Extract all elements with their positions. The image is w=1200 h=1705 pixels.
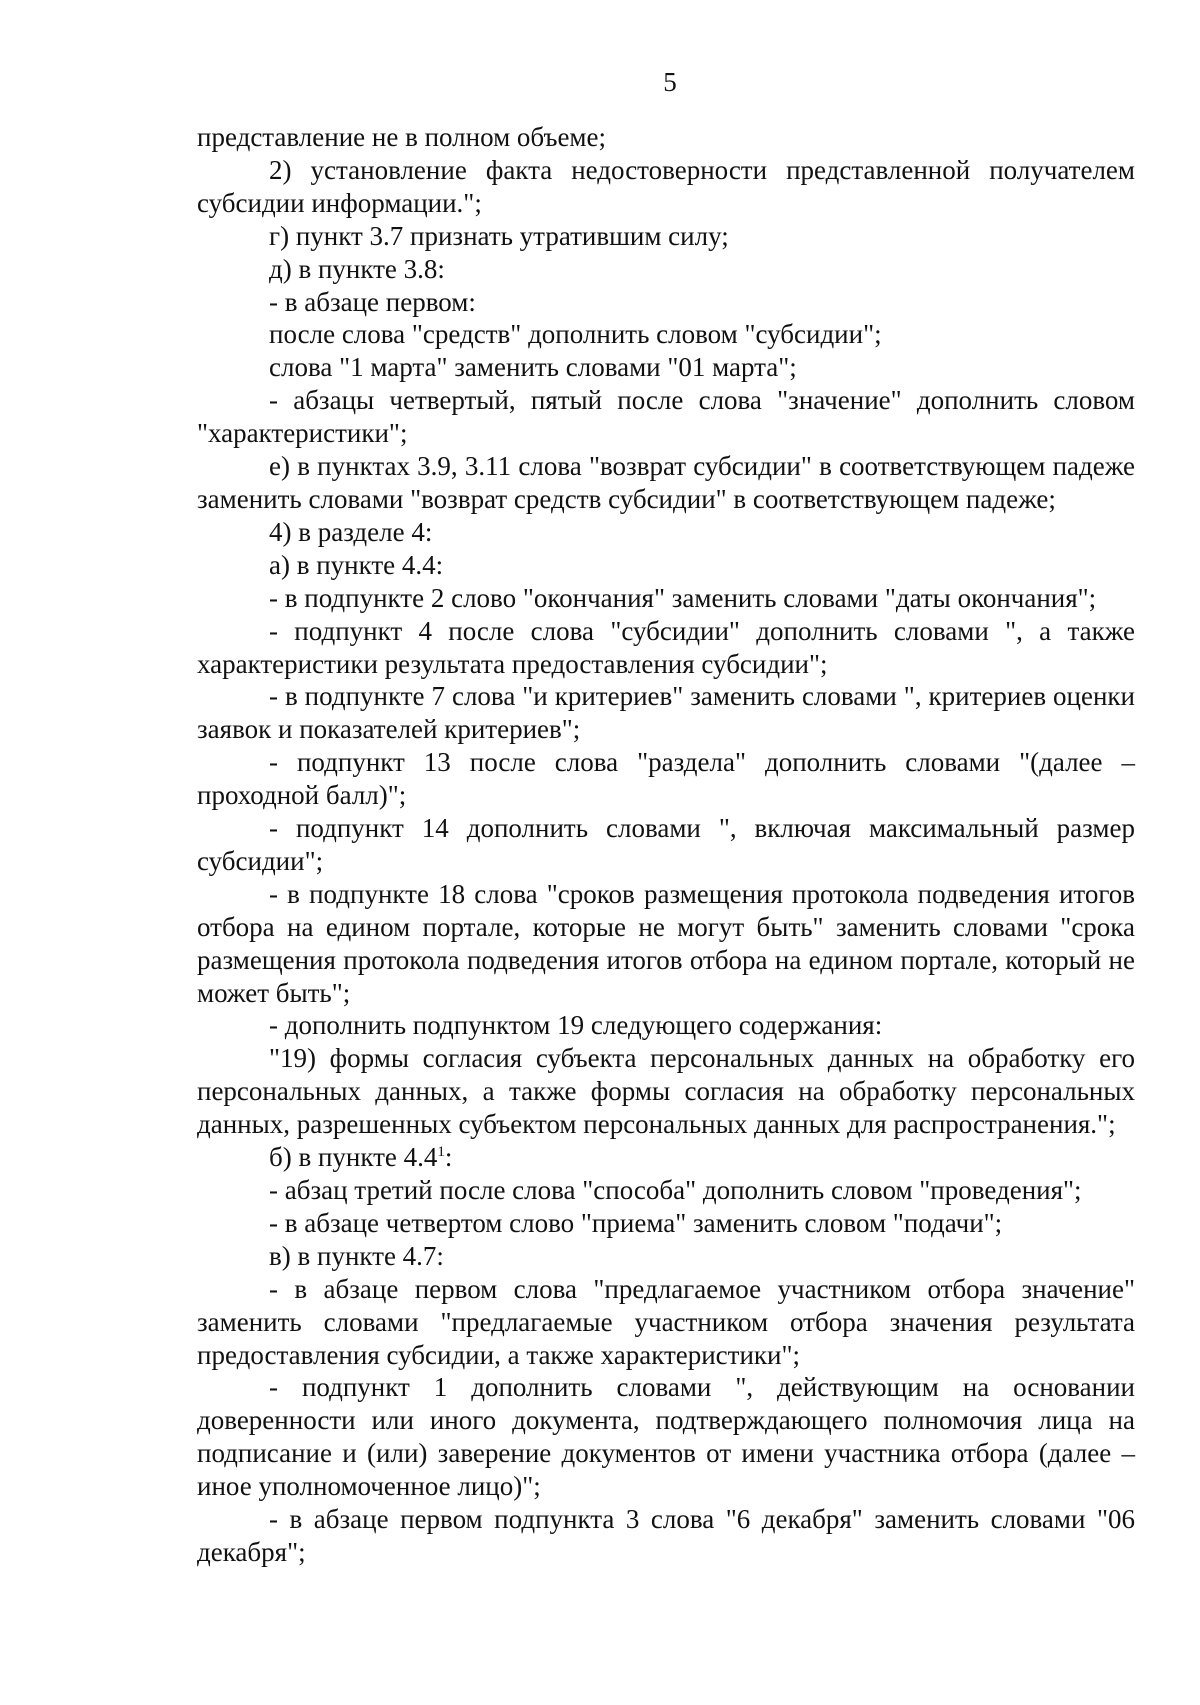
paragraph-7: слова "1 марта" заменить словами "01 марта"; bbox=[269, 352, 797, 383]
paragraph-19: "19) формы согласия субъекта персональных данных на обработку его персональных данных, а также формы согласия на обработку персональных данных, разрешенных субъектом персональных данных для распространения."; bbox=[197, 1043, 1135, 1140]
paragraph-2: 2) установление факта недостоверности представленной получателем субсидии информации."; bbox=[197, 154, 1135, 218]
page-number: 5 bbox=[663, 67, 677, 97]
paragraph-20-text: б) в пункте 4.4 bbox=[269, 1142, 438, 1173]
paragraph-20 bbox=[197, 1141, 1135, 1174]
paragraph-18: - дополнить подпунктом 19 следующего содержания: bbox=[269, 1010, 883, 1041]
paragraph-1: представление не в полном объеме; bbox=[197, 122, 606, 152]
paragraph-3: г) пункт 3.7 признать утратившим силу; bbox=[269, 220, 729, 251]
paragraph-22: - в абзаце четвертом слово "приема" заменить словом "подачи"; bbox=[269, 1207, 1003, 1238]
paragraph-23: в) в пункте 4.7: bbox=[269, 1240, 444, 1271]
paragraph-8: - абзацы четвертый, пятый после слова "значение" дополнить словом "характеристики"; bbox=[197, 385, 1135, 449]
paragraph-12: - в подпункте 2 слово "окончания" заменить словами "даты окончания"; bbox=[269, 582, 1097, 613]
paragraph-10: 4) в разделе 4: bbox=[269, 516, 433, 547]
paragraph-24: - в абзаце первом слова "предлагаемое участником отбора значение" заменить словами "предлагаемые участником отбора значения результата предоставления субсидии, а также характеристики"; bbox=[197, 1273, 1135, 1370]
paragraph-13: - подпункт 4 после слова "субсидии" дополнить словами ", а также характеристики результата предоставления субсидии"; bbox=[197, 615, 1135, 679]
document-body bbox=[197, 121, 1135, 1569]
paragraph-21: - абзац третий после слова "способа" дополнить словом "проведения"; bbox=[269, 1175, 1082, 1205]
paragraph-25: - подпункт 1 дополнить словами ", действующим на основании доверенности или иного документа, подтверждающего полномочия лица на подписание и (или) заверение документов от имени участника отбора (далее – иное уполномоченное лицо)"; bbox=[197, 1372, 1135, 1502]
paragraph-20-superscript: 1 bbox=[437, 1144, 445, 1161]
paragraph-16: - подпункт 14 дополнить словами ", включая максимальный размер субсидии"; bbox=[197, 813, 1135, 876]
paragraph-15: - подпункт 13 после слова "раздела" дополнить словами "(далее – проходной балл)"; bbox=[197, 747, 1135, 811]
paragraph-20-tail: : bbox=[444, 1142, 453, 1173]
paragraph-17: - в подпункте 18 слова "сроков размещения протокола подведения итогов отбора на едином портале, которые не могут быть" заменить словами "срока размещения протокола подведения итогов отбора на едином портале, который не может быть"; bbox=[197, 878, 1135, 1008]
paragraph-14: - в подпункте 7 слова "и критериев" заменить словами ", критериев оценки заявок и показателей критериев"; bbox=[197, 681, 1135, 745]
paragraph-4: д) в пункте 3.8: bbox=[269, 253, 445, 284]
paragraph-9: е) в пунктах 3.9, 3.11 слова "возврат субсидии" в соответствующем падеже заменить словами "возврат средств субсидии" в соответствующем падеже; bbox=[197, 451, 1135, 514]
paragraph-26: - в абзаце первом подпункта 3 слова "6 декабря" заменить словами "06 декабря"; bbox=[197, 1504, 1135, 1567]
paragraph-5: - в абзаце первом: bbox=[269, 286, 476, 317]
paragraph-11: а) в пункте 4.4: bbox=[269, 549, 444, 580]
paragraph-6: после слова "средств" дополнить словом "субсидии"; bbox=[269, 319, 882, 350]
